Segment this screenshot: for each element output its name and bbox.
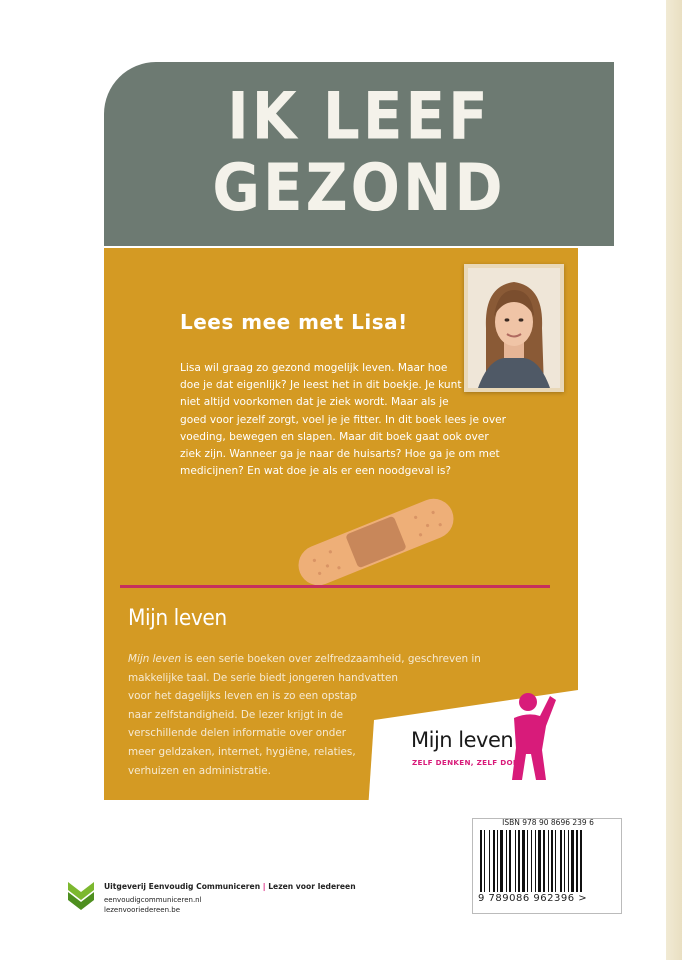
portrait-illustration — [468, 268, 560, 388]
isbn-label: ISBN 978 90 8696 239 6 — [502, 818, 594, 827]
barcode-bar — [489, 830, 490, 892]
barcode-bar — [571, 830, 574, 892]
barcode-bars — [478, 830, 616, 892]
barcode-digits: 9 789086 962396 > — [478, 893, 588, 904]
blurb-text — [180, 360, 506, 480]
portrait-photo — [464, 264, 564, 392]
book-chevron-icon — [66, 878, 96, 910]
publisher-url-2: lezenvooriedereen.be — [104, 906, 181, 914]
series-line-rest: is een serie boeken over zelfredzaamheid, geschreven in — [181, 653, 481, 665]
title-line-2: GEZOND — [212, 149, 506, 226]
section-divider — [120, 585, 550, 588]
series-heading: Mijn leven — [128, 606, 227, 631]
blurb-line: doe je dat eigenlijk? Je leest het in dit boekje. Je kunt — [180, 379, 462, 392]
barcode-bar — [548, 830, 549, 892]
page-edge — [666, 0, 682, 960]
publisher-line — [104, 882, 356, 891]
section-heading: Lees mee met Lisa! — [180, 310, 408, 334]
series-line: meer geldzaken, internet, hygiëne, relaties, — [128, 745, 356, 758]
title-band — [104, 62, 614, 246]
publisher-separator: | — [262, 882, 266, 891]
series-logo-wordmark: Mijn leven — [411, 728, 514, 752]
barcode-bar — [555, 830, 556, 892]
title-line-1: IK LEEF — [227, 78, 491, 155]
blurb-line: ziek zijn. Wanneer ga je naar de huisarts? Hoe ga je om met — [180, 448, 500, 461]
series-name-inline: Mijn leven — [128, 653, 182, 665]
barcode-bar — [515, 830, 516, 892]
barcode-bar — [543, 830, 545, 892]
barcode-bar — [576, 830, 578, 892]
series-line: verhuizen en administratie. — [128, 764, 271, 777]
series-line: voor het dagelijks leven en is zo een opstap — [128, 690, 357, 703]
publisher-imprint: Lezen voor Iedereen — [268, 882, 356, 891]
series-line: naar zelfstandigheid. De lezer krijgt in de — [128, 708, 344, 721]
barcode-bar — [580, 830, 582, 892]
publisher-name: Uitgeverij Eenvoudig Communiceren — [104, 882, 261, 891]
barcode-bar — [493, 830, 495, 892]
barcode-bar — [568, 830, 569, 892]
barcode-bar — [522, 830, 525, 892]
barcode-bar — [551, 830, 553, 892]
barcode-bar — [538, 830, 541, 892]
blurb-line: medicijnen? En wat doe je als er een noodgeval is? — [180, 465, 452, 478]
blurb-line: niet altijd voorkomen dat je ziek wordt. Maar als je — [180, 396, 449, 409]
barcode-bar — [531, 830, 532, 892]
barcode-bar — [527, 830, 528, 892]
barcode-bar — [509, 830, 511, 892]
blurb-line: goed voor jezelf zorgt, voel je je fitter. In dit boek lees je over — [180, 413, 506, 426]
barcode-bar — [560, 830, 562, 892]
barcode-bar — [497, 830, 498, 892]
series-line: verschillende delen informatie over onder — [128, 727, 347, 740]
waving-person-icon — [506, 690, 556, 782]
barcode-bar — [480, 830, 482, 892]
series-logo-tagline: ZELF DENKEN, ZELF DOEN — [412, 758, 525, 767]
blurb-line: voeding, bewegen en slapen. Maar dit boek gaat ook over — [180, 430, 489, 443]
plaster-illustration — [284, 496, 468, 588]
barcode-bar — [500, 830, 503, 892]
barcode-bar — [506, 830, 507, 892]
publisher-url-1: eenvoudigcommuniceren.nl — [104, 896, 202, 904]
barcode-bar — [518, 830, 520, 892]
barcode-bar — [535, 830, 536, 892]
series-line — [128, 650, 508, 669]
blurb-line: Lisa wil graag zo gezond mogelijk leven. Maar hoe — [180, 362, 448, 374]
book-title — [104, 78, 614, 226]
barcode-bar — [564, 830, 565, 892]
series-line: makkelijke taal. De serie biedt jongeren handvatten — [128, 671, 398, 684]
barcode-bar — [484, 830, 485, 892]
